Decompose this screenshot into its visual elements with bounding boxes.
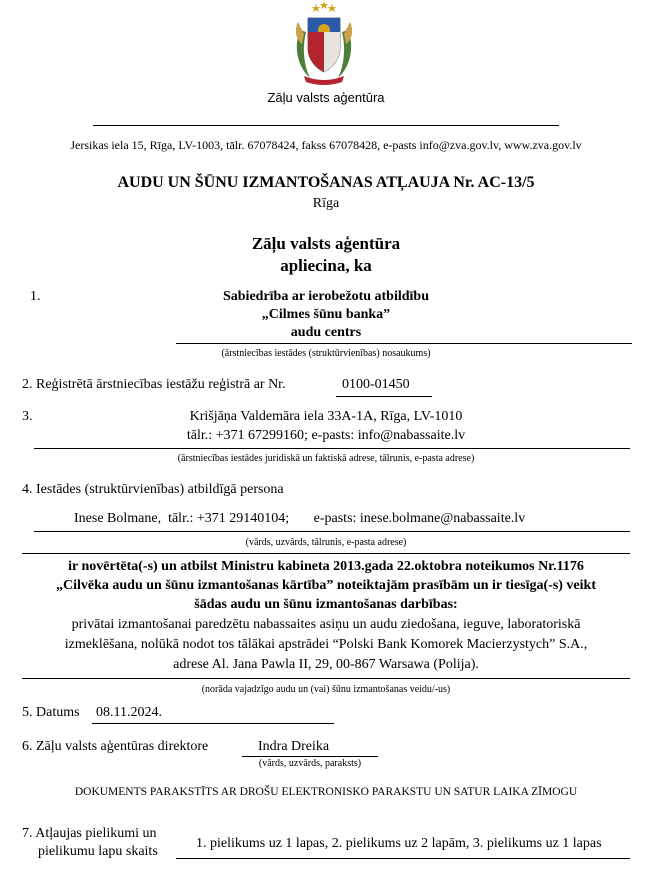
item4-caption: (vārds, uzvārds, tālrunis, e-pasta adrese)	[245, 537, 407, 548]
latvia-coat-of-arms-icon	[290, 0, 358, 86]
item1-underline	[176, 343, 632, 344]
director-name: Indra Dreika	[258, 739, 330, 754]
assessment-top-line	[22, 553, 630, 554]
attachments-underline	[176, 858, 630, 859]
document-city: Rīga	[312, 196, 340, 211]
assessment-caption: (norāda vajadzīgo audu un (vai) šūnu izmantošanas veidu/-us)	[201, 684, 451, 695]
assessment-text-3: adrese Al. Jana Pawla II, 29, 00-867 Warsawa (Polija).	[173, 657, 479, 672]
certifies-text: apliecina, ka	[280, 256, 372, 275]
electronic-signature-note: DOKUMENTS PARAKSTĪTS AR DROŠU ELEKTRONISKO PARAKSTU UN SATUR LAIKA ZĪMOGU	[74, 786, 578, 798]
item2-label: 2. Reģistrētā ārstniecības iestāžu reģistrā ar Nr.	[22, 377, 286, 392]
item5-label: 5. Datums	[22, 705, 80, 720]
director-caption: (vārds, uzvārds, paraksts)	[258, 758, 362, 769]
director-underline	[242, 756, 378, 757]
agency-logo-text: Zāļu valsts aģentūra	[267, 90, 385, 105]
assessment-underline	[22, 678, 630, 679]
assessment-bold-2: „Cilvēka audu un šūnu izmantošanas kārtība” noteiktajām prasībām un ir tiesīga(-s) veikt	[56, 578, 596, 593]
item3-line1: Krišjāņa Valdemāra iela 33A-1A, Rīga, LV-1010	[189, 409, 463, 424]
document-title: AUDU UN ŠŪNU IZMANTOŠANAS ATĻAUJA Nr. AC-13/5	[117, 174, 535, 191]
item1-number: 1.	[30, 289, 41, 304]
item6-label: 6. Zāļu valsts aģentūras direktore	[22, 739, 209, 754]
date-value: 08.11.2024.	[96, 705, 162, 720]
item7-label-2: pielikumu lapu skaits	[38, 844, 158, 859]
item1-caption: (ārstniecības iestādes (struktūrvienības) nosaukums)	[221, 348, 431, 359]
item7-label-1: 7. Atļaujas pielikumi un	[22, 826, 157, 841]
header-divider	[93, 125, 559, 126]
assessment-text-2: izmeklēšana, nolūkā nodot tos tālākai apstrādei “Polski Bank Komorek Macierzystych” S.A.,	[64, 637, 588, 652]
item2-value: 0100-01450	[342, 377, 410, 392]
date-underline	[92, 723, 334, 724]
item1-line2: „Cilmes šūnu banka”	[261, 307, 391, 322]
item1-line1: Sabiedrība ar ierobežotu atbildību	[222, 289, 429, 304]
header-address: Jersikas iela 15, Rīga, LV-1003, tālr. 67078424, fakss 67078428, e-pasts info@zva.gov.lv, www.zva.gov.lv	[70, 138, 582, 152]
item3-number: 3.	[22, 409, 33, 424]
assessment-text-1: privātai izmantošanai paredzētu nabassaites asiņu un audu ziedošana, ieguve, laboratoriskā	[71, 617, 581, 632]
item2-underline	[336, 396, 432, 397]
item4-value: Inese Bolmane, tālr.: +371 29140104; e-pasts: inese.bolmane@nabassaite.lv	[74, 511, 526, 526]
item4-label: 4. Iestādes (struktūrvienības) atbildīgā persona	[22, 482, 284, 497]
item4-underline	[34, 531, 630, 532]
item3-caption: (ārstniecības iestādes juridiskā un faktiskā adrese, tālrunis, e-pasta adrese)	[177, 453, 475, 464]
assessment-bold-3: šādas audu un šūnu izmantošanas darbības:	[194, 597, 458, 612]
issuing-agency: Zāļu valsts aģentūra	[251, 234, 401, 253]
item1-line3: audu centrs	[290, 325, 362, 340]
attachments-value: 1. pielikums uz 1 lapas, 2. pielikums uz 2 lapām, 3. pielikums uz 1 lapas	[196, 836, 602, 851]
assessment-bold-1: ir novērtēta(-s) un atbilst Ministru kabineta 2013.gada 22.oktobra noteikumos Nr.1176	[68, 559, 584, 574]
item3-underline	[34, 448, 630, 449]
item3-line2: tālr.: +371 67299160; e-pasts: info@nabassaite.lv	[186, 428, 466, 443]
